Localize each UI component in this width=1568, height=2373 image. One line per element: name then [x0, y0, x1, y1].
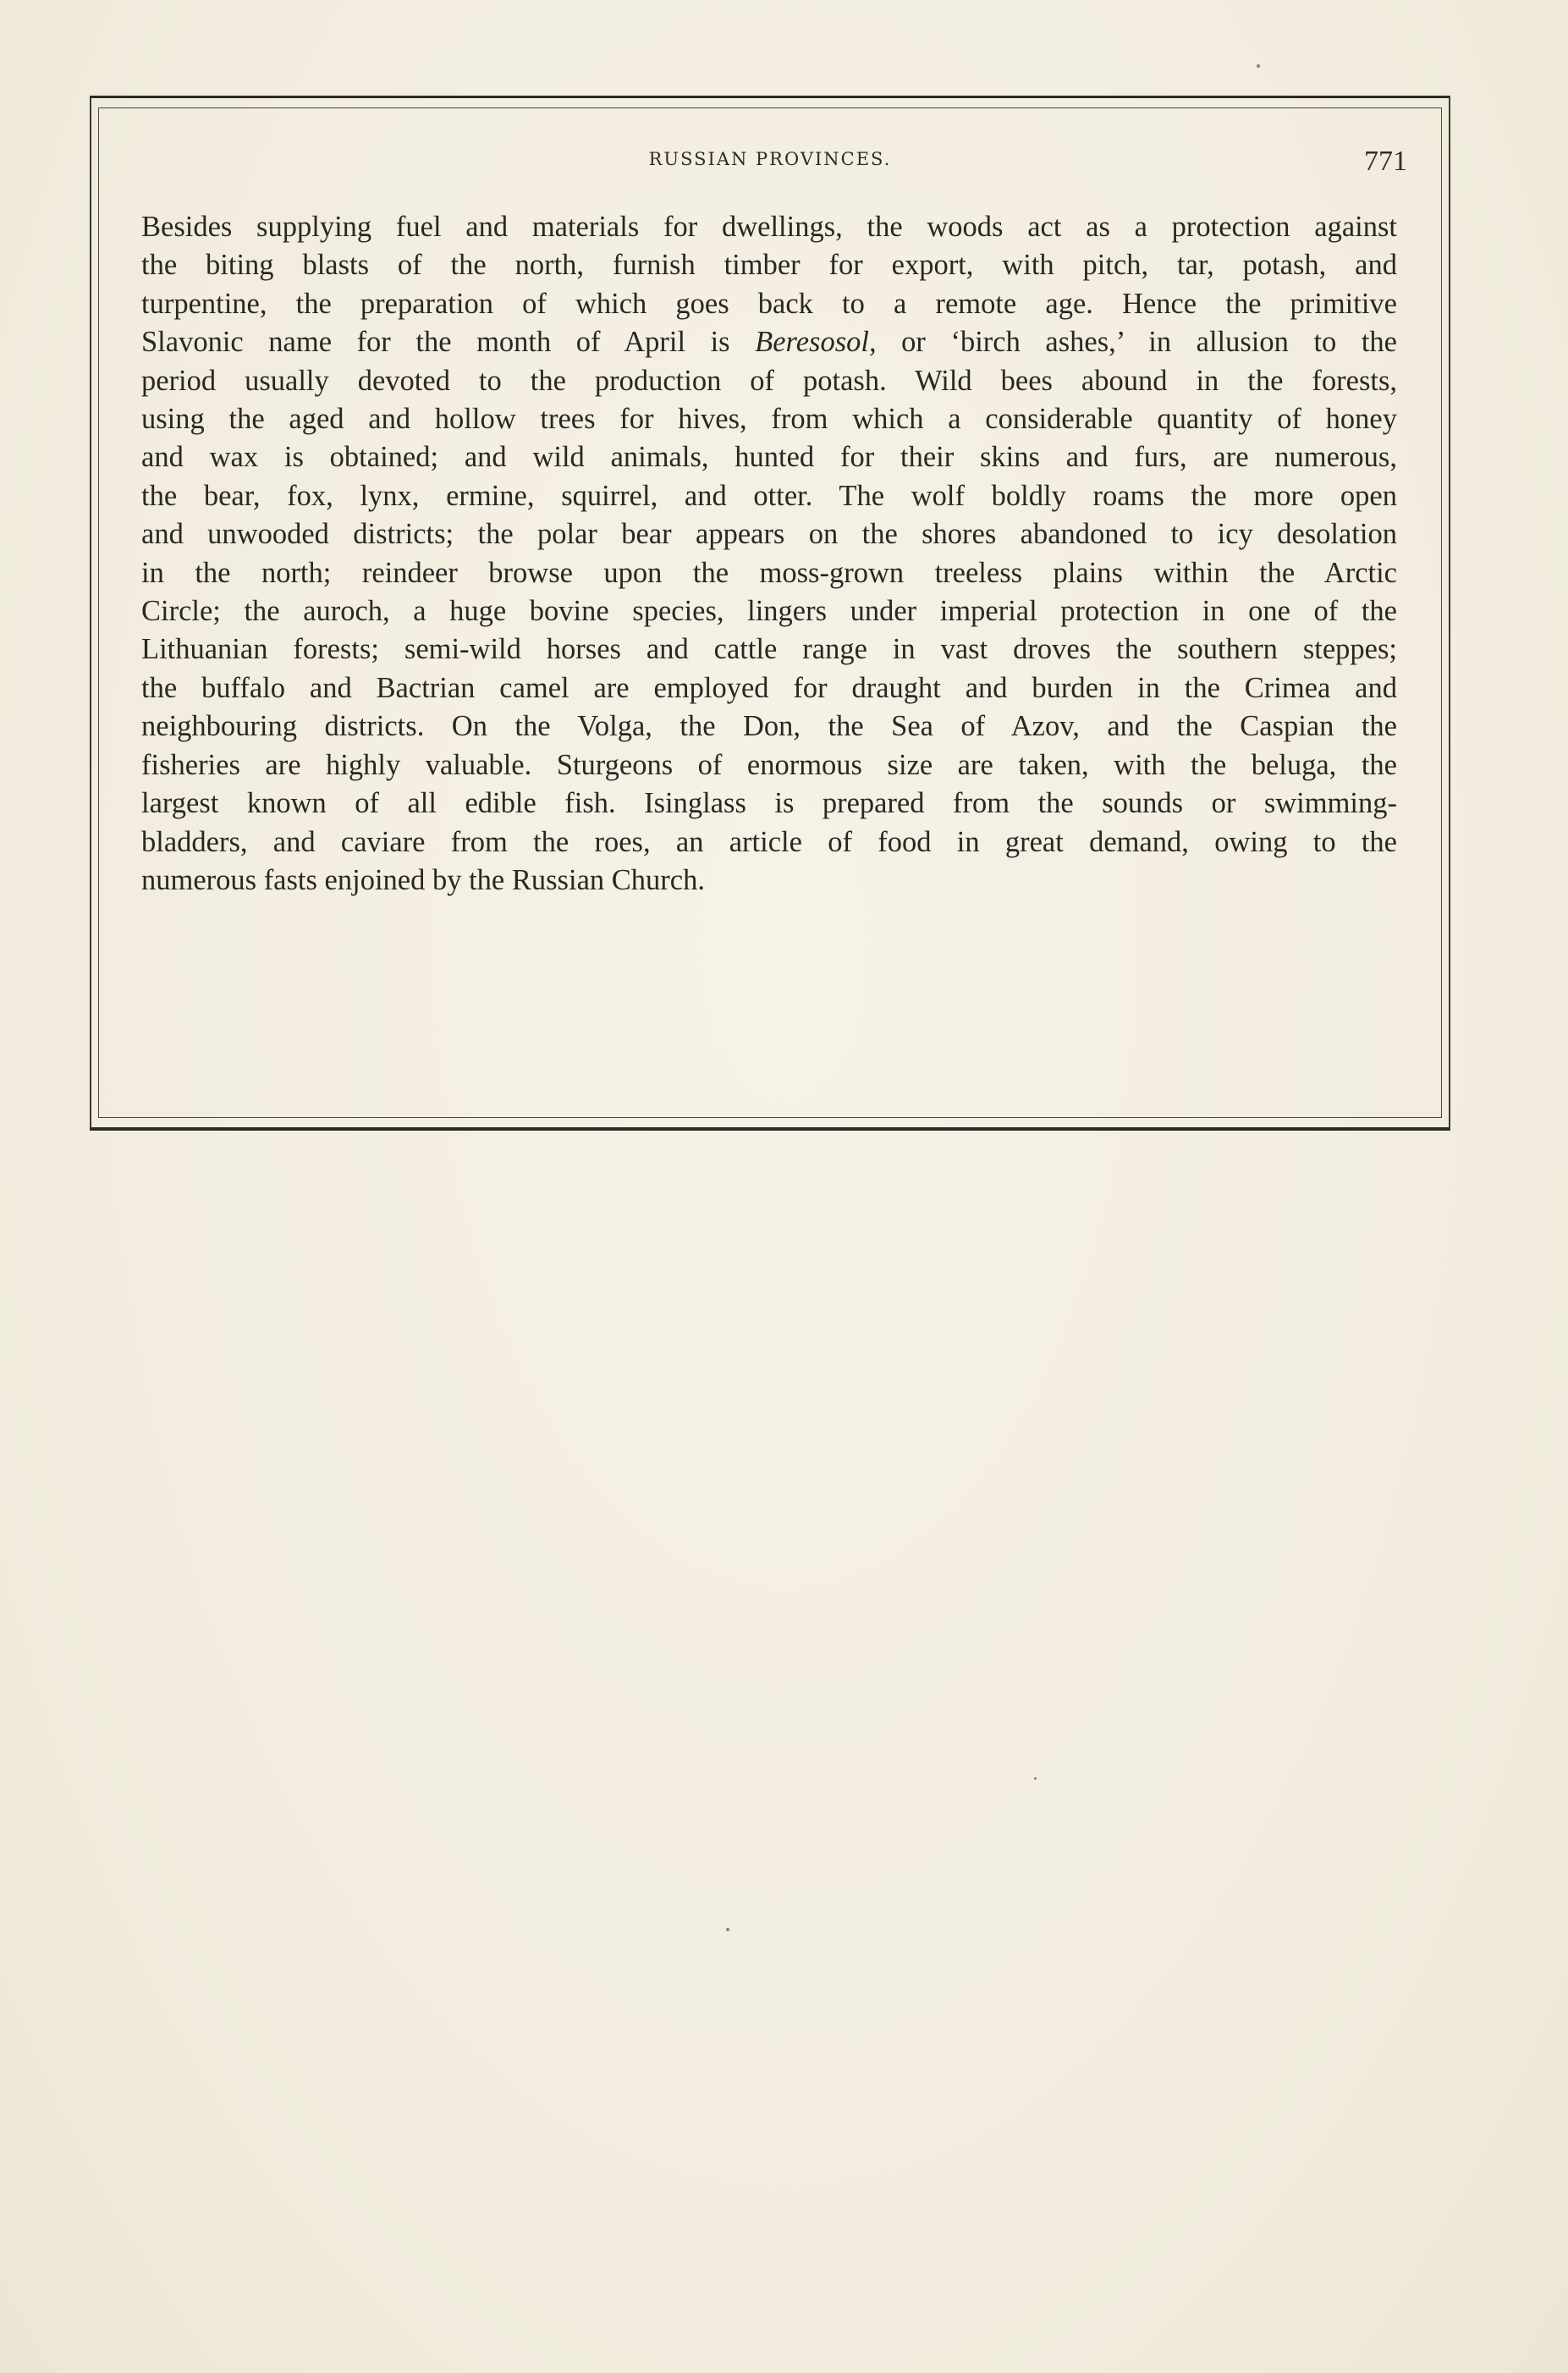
page-header	[99, 146, 1441, 179]
italic-term: Beresosol,	[755, 326, 877, 359]
text-line: using the aged and hollow trees for hives, from which a considerable quantity of honey	[141, 403, 1397, 436]
text-line: Lithuanian forests; semi-wild horses and cattle range in vast droves the southern steppes;	[141, 633, 1397, 666]
text-segment: or ‘birch ashes,’ in allusion to the	[876, 326, 1397, 359]
page-frame-inner	[98, 107, 1442, 1118]
text-line: fisheries are highly valuable. Sturgeons of enormous size are taken, with the beluga, the	[141, 748, 1397, 781]
text-line	[141, 323, 1397, 361]
page-number: 771	[1364, 146, 1407, 177]
text-line: in the north; reindeer browse upon the moss-grown treeless plains within the Arctic	[141, 556, 1397, 589]
paper-speck	[1257, 64, 1260, 68]
text-line: and wax is obtained; and wild animals, hunted for their skins and furs, are numerous,	[141, 441, 1397, 474]
text-line: period usually devoted to the production of potash. Wild bees abound in the forests,	[141, 364, 1397, 397]
text-line: and unwooded districts; the polar bear appears on the shores abandoned to icy desolation	[141, 518, 1397, 551]
text-line: the bear, fox, lynx, ermine, squirrel, and otter. The wolf boldly roams the more open	[141, 479, 1397, 512]
body-paragraph	[141, 208, 1397, 900]
running-head: RUSSIAN PROVINCES.	[648, 149, 892, 169]
text-line: the buffalo and Bactrian camel are employed for draught and burden in the Crimea and	[141, 671, 1397, 704]
text-segment: Slavonic name for the month of April is	[141, 326, 756, 359]
text-line: turpentine, the preparation of which goes back to a remote age. Hence the primitive	[141, 287, 1397, 320]
text-line: Besides supplying fuel and materials for dwellings, the woods act as a protection against	[141, 211, 1397, 243]
text-line: neighbouring districts. On the Volga, the Don, the Sea of Azov, and the Caspian the	[141, 710, 1397, 743]
text-line: bladders, and caviare from the roes, an article of food in great demand, owing to the	[141, 825, 1397, 858]
paper-speck	[726, 1928, 729, 1931]
text-line: numerous fasts enjoined by the Russian Church.	[141, 863, 705, 896]
text-line: largest known of all edible fish. Isinglass is prepared from the sounds or swimming-	[141, 787, 1397, 820]
text-line: Circle; the auroch, a huge bovine species, lingers under imperial protection in one of the	[141, 595, 1397, 628]
page-frame-outer	[90, 96, 1450, 1131]
text-line: the biting blasts of the north, furnish timber for export, with pitch, tar, potash, and	[141, 249, 1397, 282]
paper-speck	[1034, 1777, 1037, 1780]
